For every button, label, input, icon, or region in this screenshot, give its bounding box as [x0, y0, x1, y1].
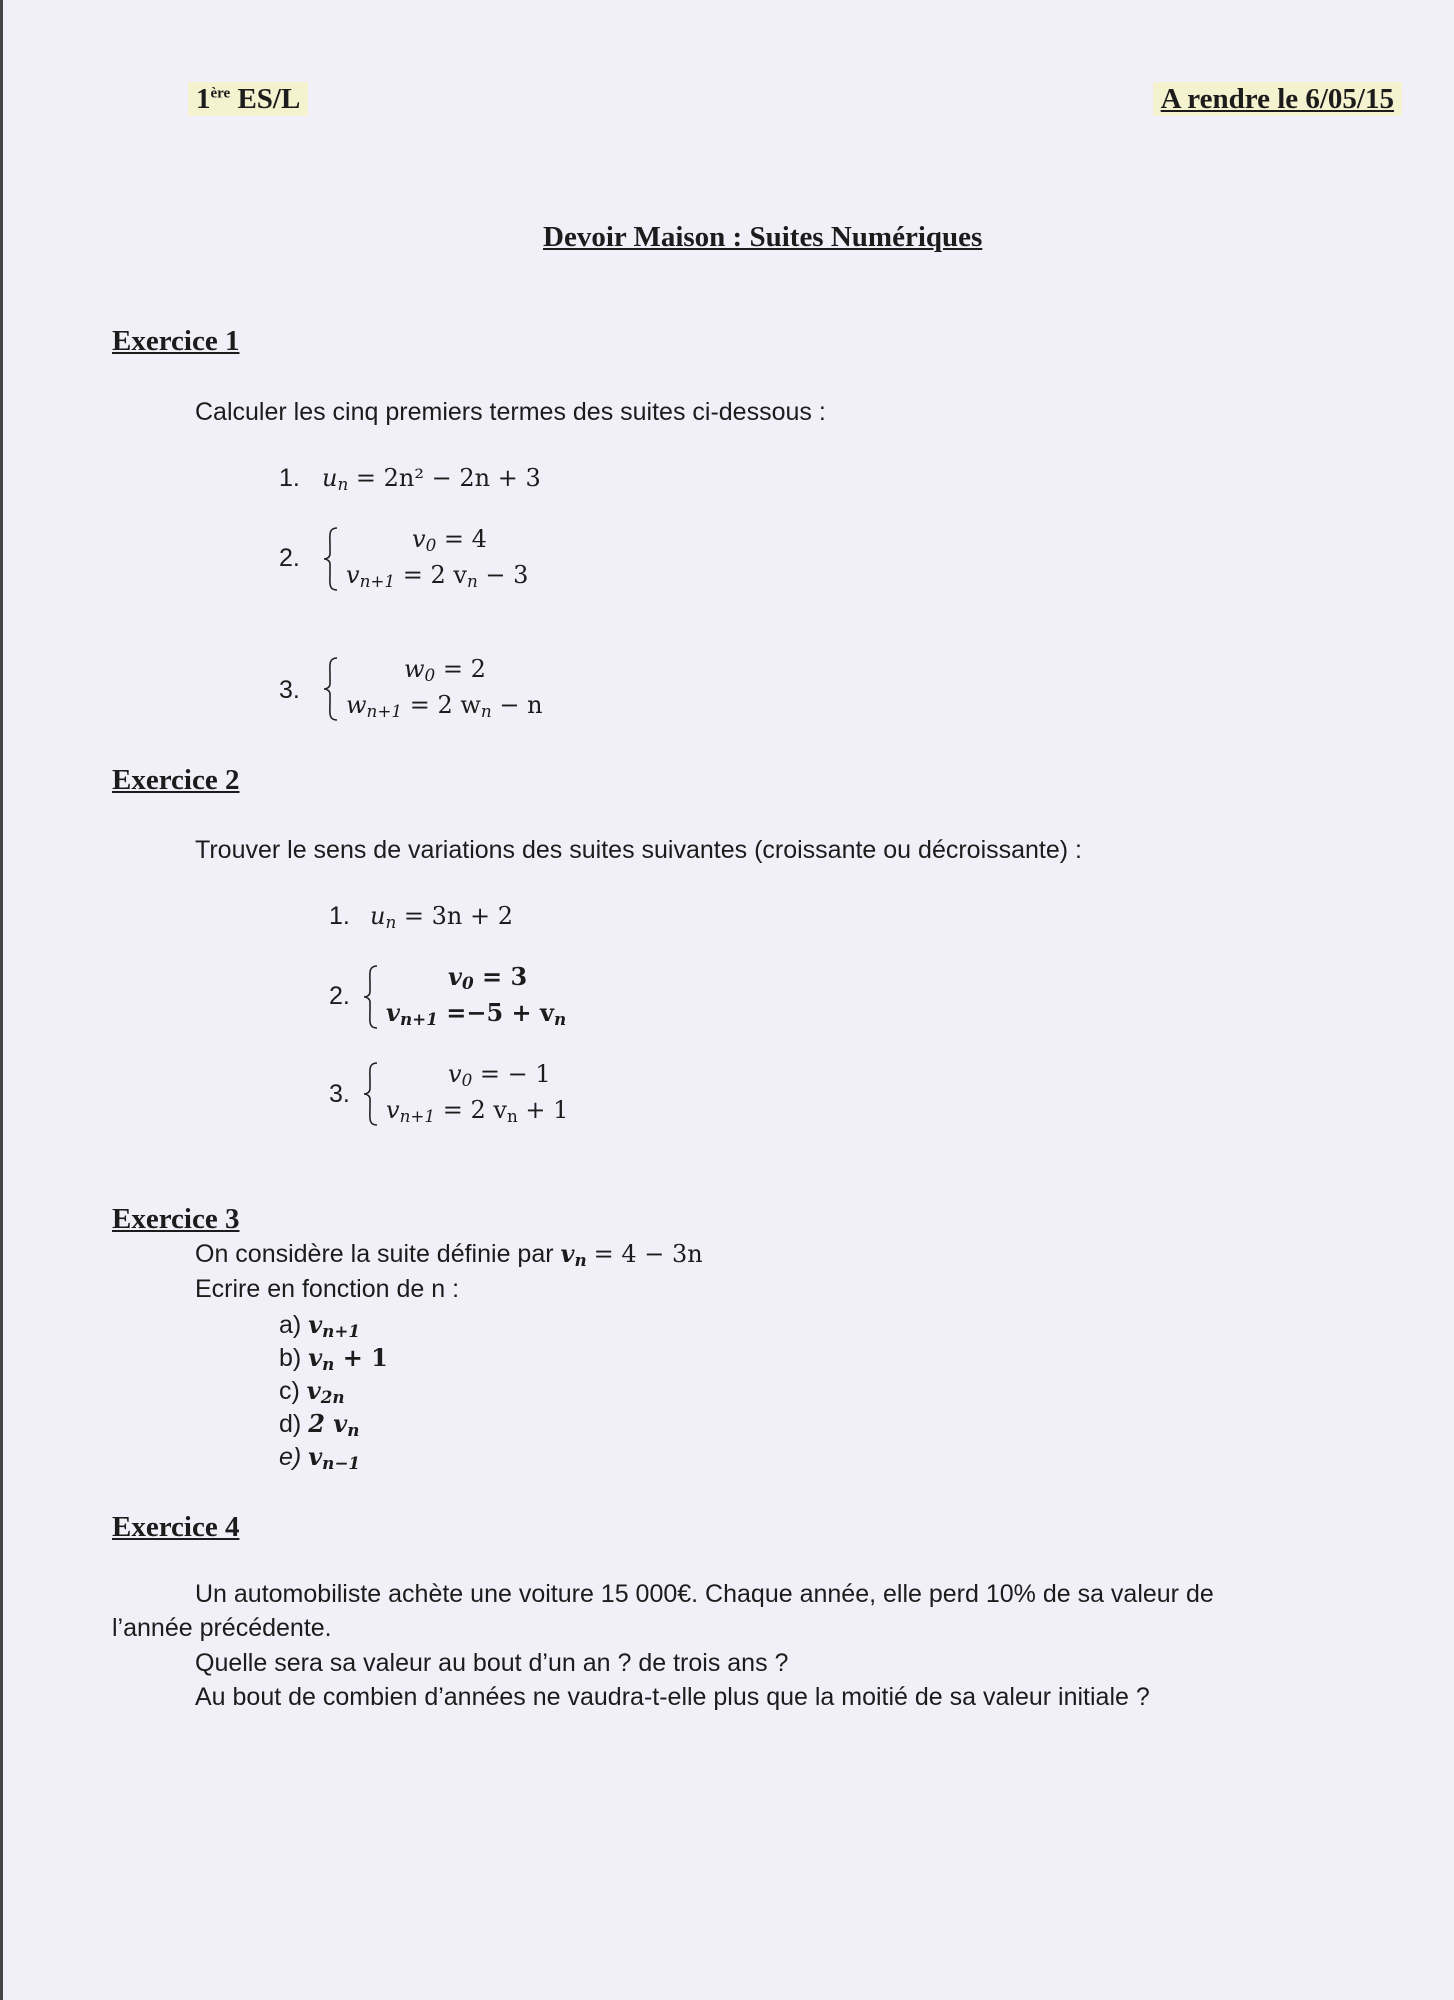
- item-number: 1.: [279, 464, 300, 492]
- item-expr: 2 v: [308, 1409, 348, 1438]
- list-item: [279, 1343, 388, 1375]
- equation-rhs: = 2n² − 2n + 3: [355, 464, 541, 492]
- class-sup: ère: [210, 85, 231, 102]
- exercise-3-line2: Ecrire en fonction de n :: [195, 1275, 460, 1303]
- equation-rhs: = 2 w: [409, 691, 481, 719]
- item-label: b): [279, 1344, 302, 1372]
- equation-rhs: = 2: [442, 655, 486, 683]
- class-rest: ES/L: [230, 83, 301, 115]
- item-sub: n: [322, 1354, 335, 1375]
- list-item: [279, 1310, 361, 1342]
- list-item: [279, 1376, 345, 1408]
- equation: $v_0$ = − 1: [448, 1060, 551, 1091]
- brace-icon: [362, 964, 380, 1030]
- due-date: A rendre le 6/05/15: [1153, 82, 1402, 116]
- equation-rhs: = 3n + 2: [403, 902, 514, 930]
- class-label: [188, 82, 308, 116]
- equation: $v_0 = 3$: [448, 962, 528, 994]
- equation-rhs: =−5 + v: [446, 998, 554, 1027]
- equation: $u_n = 3n + 2$: [370, 902, 514, 933]
- exercise-3-heading: Exercice 3: [112, 1203, 240, 1235]
- equation-tail: − 3: [477, 561, 529, 589]
- equation: $w_0 = 2$: [404, 655, 486, 686]
- item-number: 3.: [279, 676, 300, 704]
- line1-text: On considère la suite définie par: [195, 1240, 554, 1268]
- exercise-1-heading: Exercice 1: [112, 325, 240, 357]
- brace-icon: [322, 656, 340, 722]
- equation-rhs: = 2 v: [442, 1096, 507, 1124]
- equation: $v_{n+1} = 2$ $v_n - 3$: [346, 561, 529, 592]
- list-item: [279, 1442, 361, 1474]
- item-expr: v: [308, 1310, 323, 1339]
- item-label: c): [279, 1377, 300, 1405]
- equation-rhs: = 4: [443, 525, 487, 553]
- exercise-4-question-1: Quelle sera sa valeur au bout d’un an ? de trois ans ?: [195, 1649, 789, 1677]
- item-label: d): [279, 1410, 302, 1438]
- item-number: 2.: [279, 544, 300, 572]
- item-sub: n+1: [322, 1321, 361, 1342]
- exercise-2-heading: Exercice 2: [112, 764, 240, 796]
- exercise-1-instruction: Calculer les cinq premiers termes des suites ci-dessous :: [195, 398, 826, 426]
- exercise-4-paragraph-1-cont: l’année précédente.: [112, 1614, 332, 1642]
- equation: $w_{n+1} = 2$ $w_n - n$: [346, 691, 543, 722]
- exercise-4-heading: Exercice 4: [112, 1511, 240, 1543]
- item-expr: v: [308, 1442, 323, 1471]
- exercise-2-instruction: Trouver le sens de variations des suites suivantes (croissante ou décroissante) :: [195, 836, 1082, 864]
- equation-rhs: = − 1: [479, 1060, 551, 1088]
- scan-edge: [0, 0, 3, 2000]
- page-title: Devoir Maison : Suites Numériques: [543, 221, 983, 253]
- exercise-3-line1: On considère la suite définie par $v_n = 4 - 3n$: [195, 1239, 703, 1271]
- equation-rhs: = 2 v: [402, 561, 467, 589]
- item-expr: v: [306, 1376, 321, 1405]
- item-number: 2.: [329, 982, 350, 1010]
- equation: $v_{n+1} = 2$ $v_n + 1$: [386, 1096, 569, 1127]
- equation: $v_0 = 4$: [412, 525, 487, 556]
- brace-icon: [362, 1061, 380, 1127]
- item-sub: n−1: [322, 1453, 361, 1474]
- equation-tail: − n: [491, 691, 543, 719]
- item-label: a): [279, 1311, 302, 1339]
- equation: $u_n = 2n^2 - 2n + 3$: [322, 464, 541, 495]
- brace-icon: [322, 526, 340, 592]
- item-number: 3.: [329, 1080, 350, 1108]
- class-num: 1: [196, 83, 211, 115]
- exercise-4-question-2: Au bout de combien d’années ne vaudra-t-elle plus que la moitié de sa valeur initiale ?: [195, 1683, 1150, 1711]
- equation: $v_{n+1} =-5 + v_n$: [386, 998, 567, 1030]
- item-expr: v: [308, 1343, 323, 1372]
- list-item: [279, 1409, 360, 1441]
- item-sub: n: [347, 1420, 360, 1441]
- equation-rhs: = 3: [482, 962, 528, 991]
- exercise-4-paragraph-1: Un automobiliste achète une voiture 15 000€. Chaque année, elle perd 10% de sa valeur de: [195, 1580, 1214, 1608]
- equation-tail: + 1: [517, 1096, 569, 1124]
- item-sub: 2n: [320, 1387, 345, 1408]
- item-label: e): [279, 1443, 302, 1471]
- item-tail: + 1: [334, 1343, 388, 1372]
- line1-equation: = 4 − 3n: [593, 1240, 703, 1268]
- item-number: 1.: [329, 902, 350, 930]
